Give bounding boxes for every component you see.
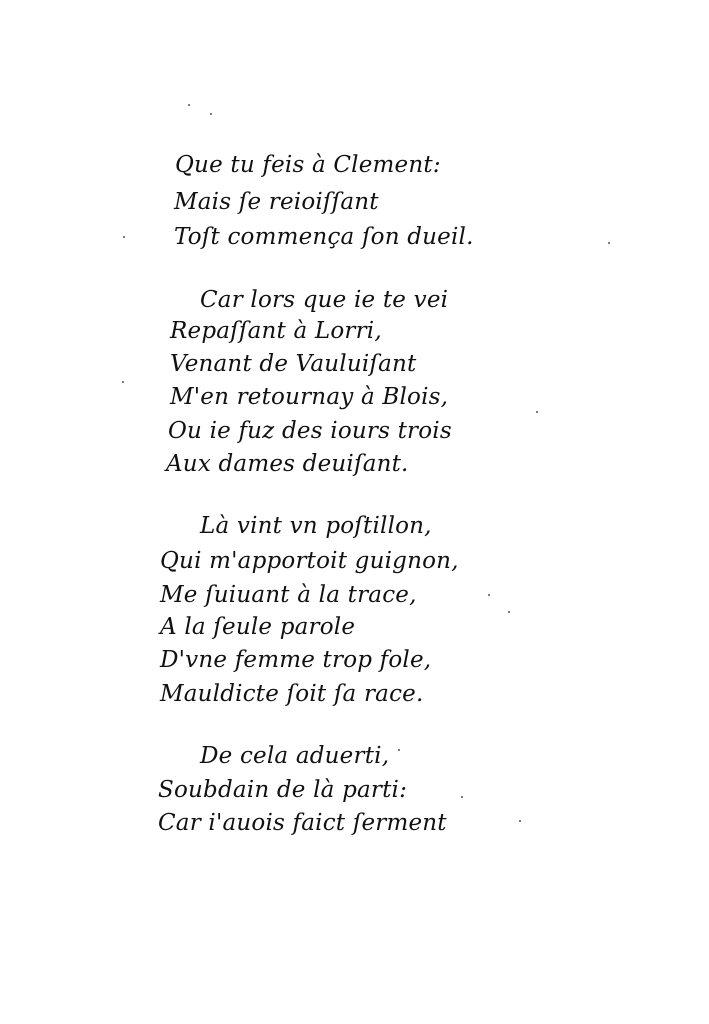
verse-line: Là vint vn poſtillon, — [200, 513, 432, 539]
verse-line: Me ſuiuant à la trace, — [160, 582, 417, 608]
verse-line: A la ſeule parole — [160, 614, 356, 640]
verse-line: Que tu feis à Clement: — [175, 152, 441, 178]
verse-line: M'en retournay à Blois, — [170, 384, 449, 410]
verse-line: Repaſſant à Lorri, — [170, 318, 382, 344]
verse-line: Toſt commença ſon dueil. — [174, 224, 474, 250]
verse-line: Venant de Vauluiſant — [170, 351, 417, 377]
verse-line: Soubdain de là parti: — [158, 777, 408, 803]
verse-line: Mauldicte ſoit ſa race. — [160, 681, 424, 707]
verse-line: Mais ſe reioiſſant — [174, 189, 379, 215]
verse-line: Car lors que ie te vei — [200, 287, 449, 313]
verse-line: Car i'auois faict ſerment — [158, 810, 447, 836]
verse-line: Aux dames deuiſant. — [166, 451, 409, 477]
verse-line: De cela aduerti, — [200, 743, 390, 769]
verse-line: Qui m'apportoit guignon, — [160, 548, 459, 574]
verse-line: Ou ie fuz des iours trois — [168, 418, 452, 444]
verse-line: D'vne femme trop fole, — [160, 647, 432, 673]
